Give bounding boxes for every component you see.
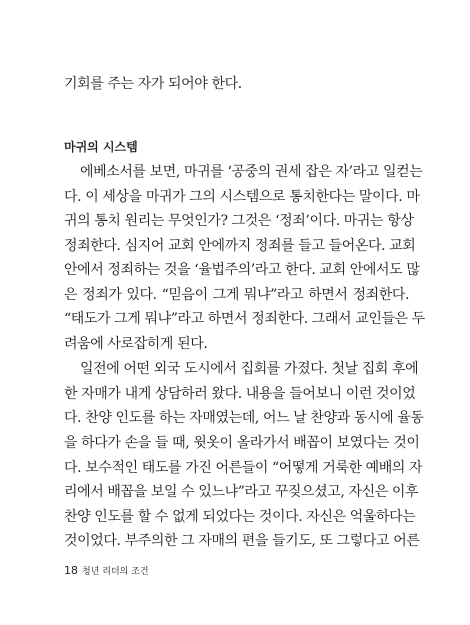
paragraph-1-line: 에베소서를 보면, 마귀를 ‘공중의 권세 잡은 자’라고 일컫는 [80,164,423,180]
paragraph-2-line: 일전에 어떤 외국 도시에서 집회를 가졌다. 첫날 집회 후에 [80,361,419,377]
paragraph-1-line: 려움에 사로잡히게 된다. [64,336,208,352]
paragraph-1-line: 다. 이 세상을 마귀가 그의 시스템으로 통치한다는 말이다. 마 [64,189,420,205]
paragraph-2-line: 찬양 인도를 할 수 없게 되었다는 것이다. 자신은 억울하다는 [64,509,416,525]
paragraph-1-line: “태도가 그게 뭐냐”라고 하면서 정죄한다. 그래서 교인들은 두 [64,311,425,327]
paragraph-2-line: 을 하다가 손을 들 때, 윗옷이 올라가서 배꼽이 보였다는 것이 [64,435,420,451]
paragraph-1-line: 은 정죄가 있다. “믿음이 그게 뭐냐”라고 하면서 정죄한다. [64,287,409,303]
page-number: 18 [64,564,78,577]
paragraph-2-line: 것이었다. 부주의한 그 자매의 편을 들기도, 또 그렇다고 어른 [64,533,420,549]
opening-line: 기회를 주는 자가 되어야 한다. [64,76,242,92]
page-footer [64,564,149,579]
running-title: 청년 리더의 조건 [82,567,149,577]
paragraph-2-line: 한 자매가 내게 상담하러 왔다. 내용을 들어보니 이런 것이었 [64,386,416,402]
paragraph-1-line: 정죄한다. 심지어 교회 안에까지 정죄를 들고 들어온다. 교회 [64,238,416,254]
paragraph-2-line: 다. 찬양 인도를 하는 자매였는데, 어느 날 찬양과 동시에 율동 [64,410,424,426]
paragraph-1-line: 귀의 통치 원리는 무엇인가? 그것은 ‘정죄’이다. 마귀는 항상 [64,213,414,229]
paragraph-1-line: 안에서 정죄하는 것을 ‘율법주의’라고 한다. 교회 안에서도 많 [64,262,420,278]
paragraph-2-line: 리에서 배꼽을 보일 수 있느냐”라고 꾸짖으셨고, 자신은 이후 [64,484,419,500]
paragraph-2-line: 다. 보수적인 태도를 가진 어른들이 “어떻게 거룩한 예배의 자 [64,460,423,476]
section-heading: 마귀의 시스템 [64,140,138,154]
